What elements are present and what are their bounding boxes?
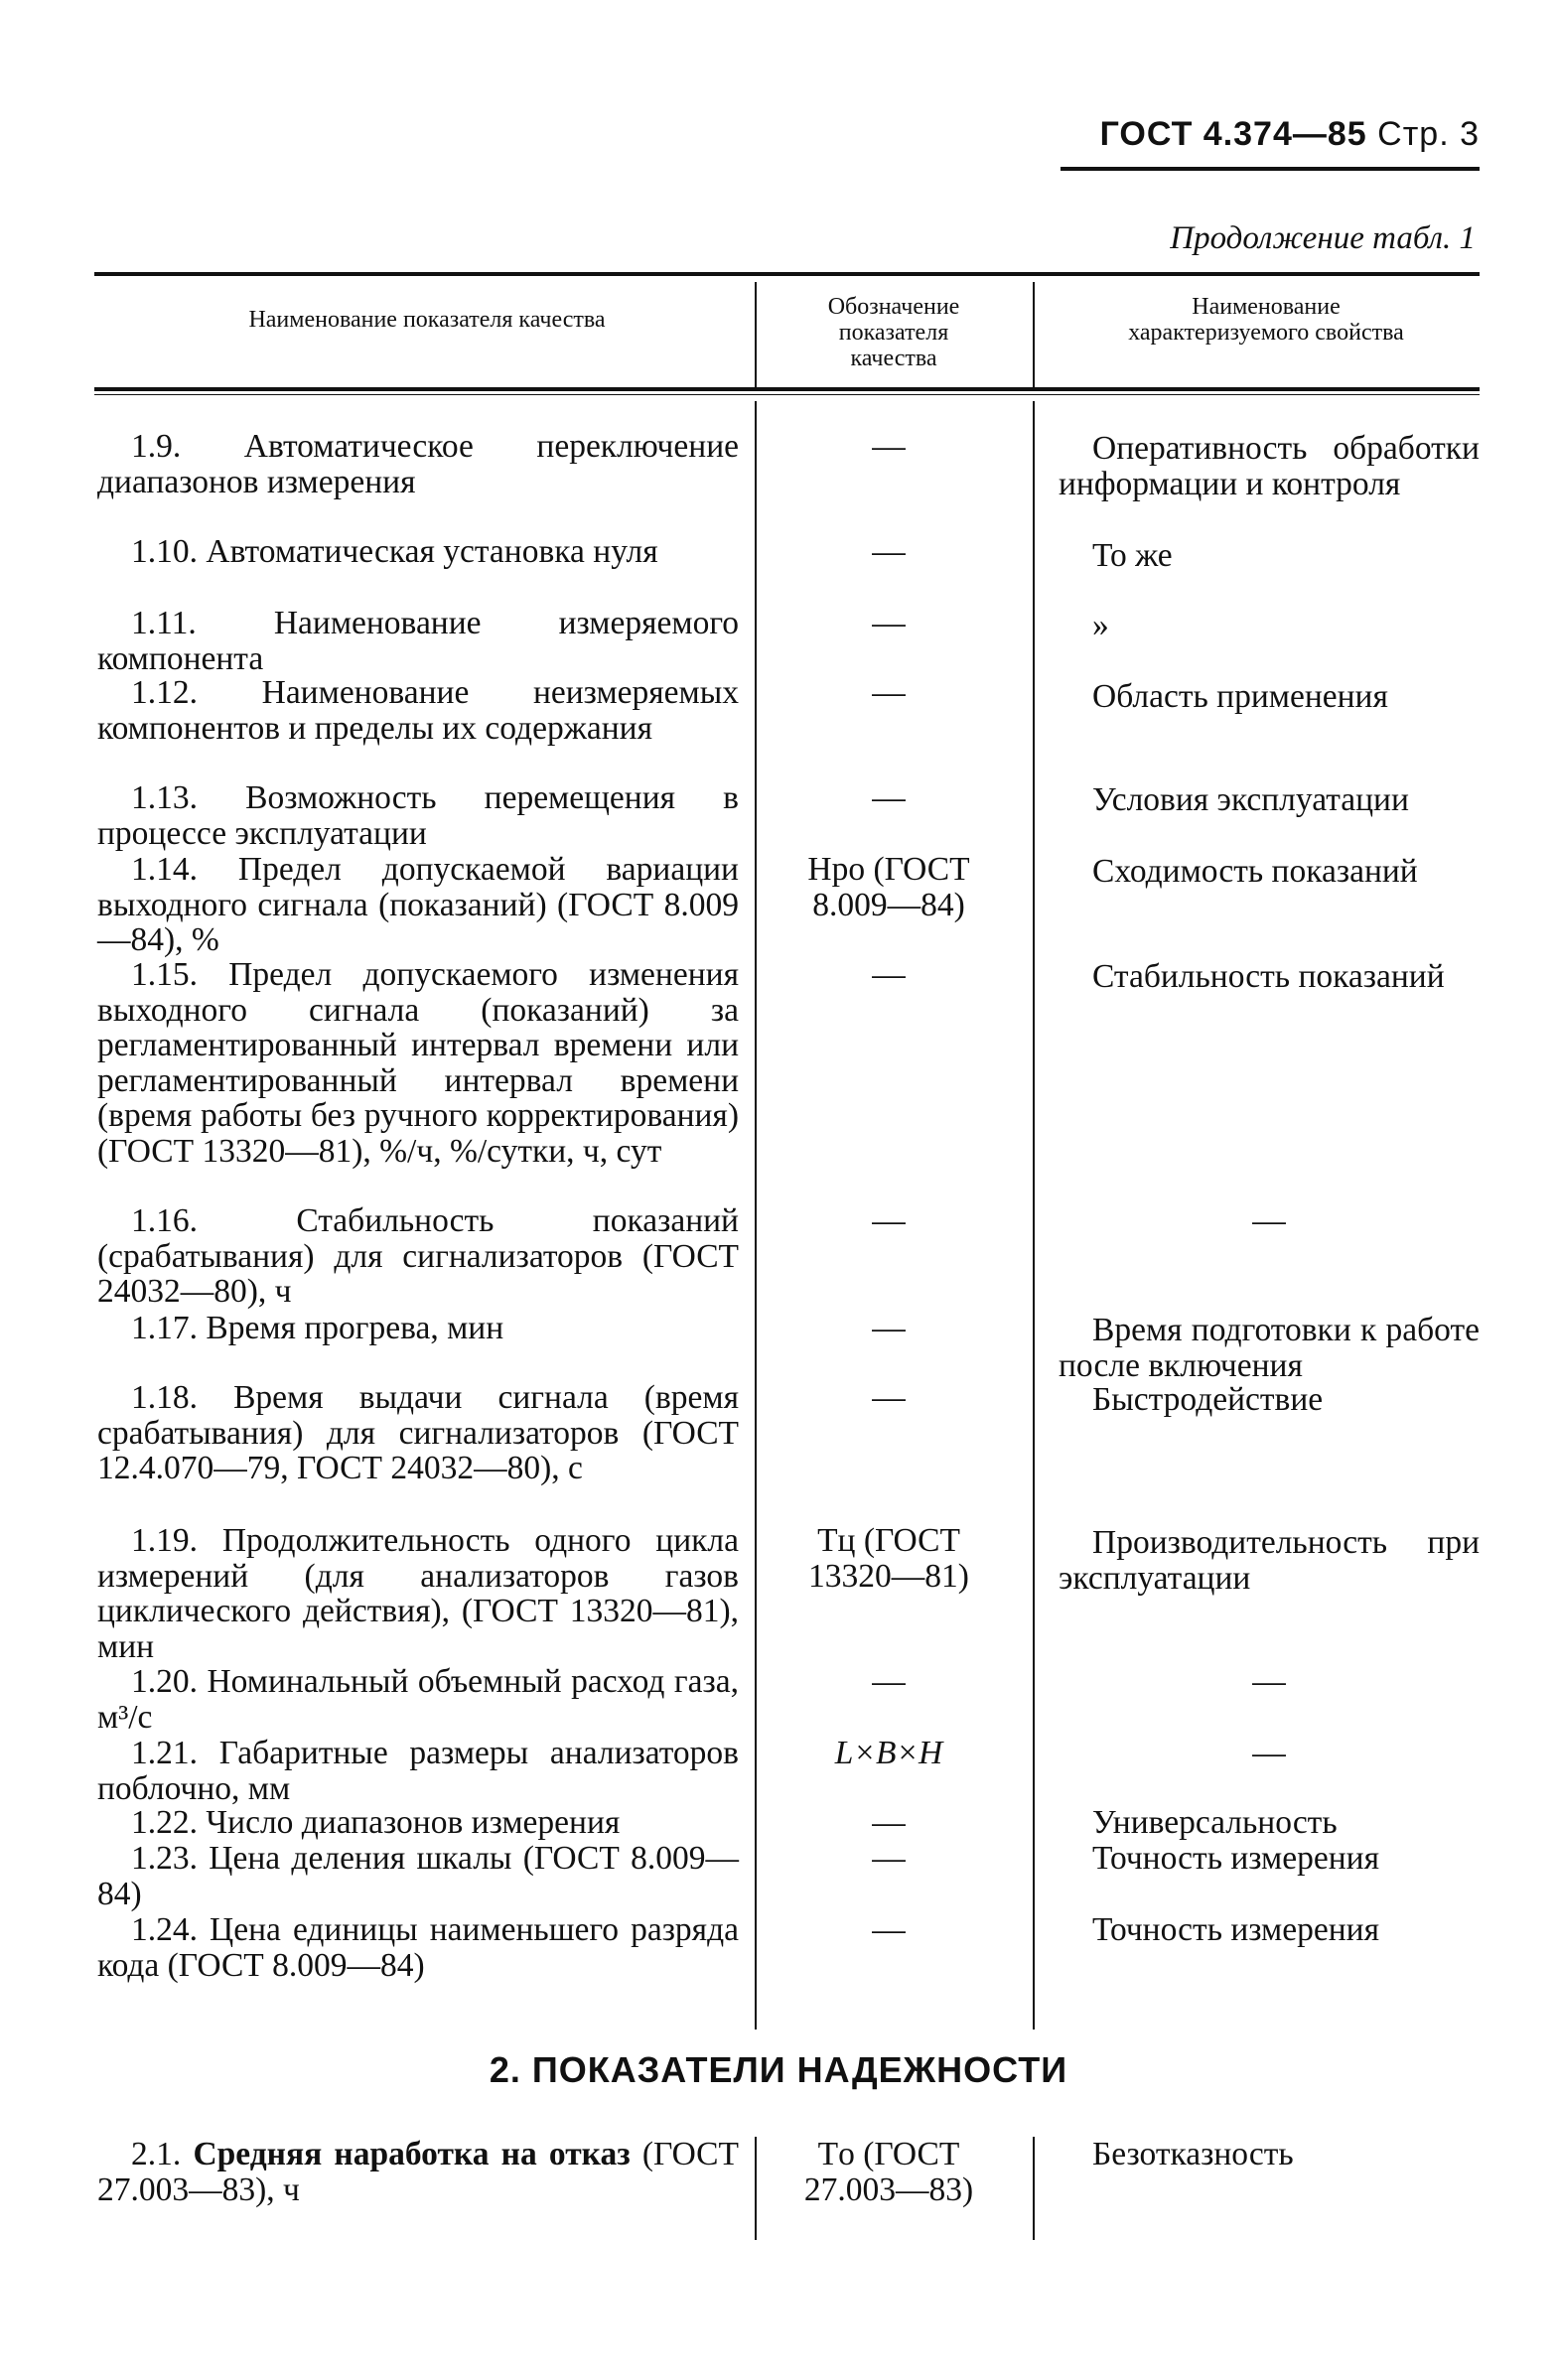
row-1-22-name: 1.22. Число диапазонов измерения bbox=[131, 1804, 621, 1841]
header-divider-2 bbox=[1033, 282, 1035, 387]
row-1-19-property: Производительность при эксплуатации bbox=[1059, 1524, 1480, 1597]
column-header-designation: Обозначение показателя качества bbox=[827, 294, 960, 371]
row-1-9-property: Оперативность обработки информации и контроля bbox=[1059, 430, 1480, 502]
row-2-1-title: Средняя наработка на отказ bbox=[193, 2136, 631, 2172]
row-2-1-designation: Tо (ГОСТ 27.003—83) bbox=[803, 2136, 974, 2208]
row-1-10-property: То же bbox=[1092, 537, 1173, 574]
row-1-12-property: Область применения bbox=[1092, 678, 1388, 715]
row-2-1-reference: (ГОСТ 27.003—83), ч bbox=[97, 2136, 739, 2208]
row-1-21-property: — bbox=[1252, 1735, 1286, 1771]
row-1-10-designation: — bbox=[872, 533, 906, 570]
row-1-12-designation: — bbox=[872, 674, 906, 711]
table-header-rule-thin bbox=[94, 394, 1480, 395]
section-2-divider-2 bbox=[1033, 2137, 1035, 2240]
row-1-9-designation: — bbox=[872, 428, 906, 465]
row-1-22-property: Универсальность bbox=[1092, 1804, 1338, 1841]
row-1-18-designation: — bbox=[872, 1379, 906, 1416]
table-divider-2 bbox=[1033, 401, 1035, 2030]
row-1-23-designation: — bbox=[872, 1840, 906, 1877]
row-1-14-property: Сходимость показаний bbox=[1092, 853, 1418, 890]
row-1-12-name: 1.12. Наименование неизмеряемых компонентов и пределы их содержания bbox=[97, 674, 739, 747]
row-2-1-property: Безотказность bbox=[1092, 2136, 1294, 2172]
row-1-15-property: Стабильность показаний bbox=[1092, 958, 1445, 995]
row-1-16-name: 1.16. Стабильность показаний (срабатывания) для сигнализаторов (ГОСТ 24032—80), ч bbox=[97, 1202, 739, 1310]
row-1-16-designation: — bbox=[872, 1202, 906, 1239]
row-1-23-property: Точность измерения bbox=[1092, 1840, 1379, 1877]
row-1-19-name: 1.19. Продолжительность одного цикла измерений (для анализаторов газов циклического действия), (ГОСТ 13320—81), мин bbox=[97, 1522, 739, 1665]
row-1-21-name: 1.21. Габаритные размеры анализаторов поблочно, мм bbox=[97, 1735, 739, 1807]
table-header-rule bbox=[94, 387, 1480, 391]
row-1-13-name: 1.13. Возможность перемещения в процессе эксплуатации bbox=[97, 779, 739, 852]
table-divider-1 bbox=[755, 401, 757, 2030]
table-continuation-label: Продолжение табл. 1 bbox=[1170, 220, 1476, 256]
row-1-11-property: » bbox=[1092, 607, 1109, 643]
header-divider-1 bbox=[755, 282, 757, 387]
row-1-17-name: 1.17. Время прогрева, мин bbox=[131, 1310, 504, 1346]
row-1-14-designation: Hро (ГОСТ 8.009—84) bbox=[807, 851, 970, 923]
table-top-rule bbox=[94, 272, 1480, 276]
column-header-name: Наименование показателя качества bbox=[248, 307, 606, 333]
row-1-24-name: 1.24. Цена единицы наименьшего разряда кода (ГОСТ 8.009—84) bbox=[97, 1911, 739, 1984]
header-doc-number: ГОСТ 4.374—85 bbox=[1099, 115, 1367, 153]
row-2-1-number: 2.1. bbox=[131, 2136, 182, 2172]
row-1-10-name: 1.10. Автоматическая установка нуля bbox=[131, 533, 658, 570]
row-1-11-designation: — bbox=[872, 605, 906, 641]
row-1-20-name: 1.20. Номинальный объемный расход газа, м³/с bbox=[97, 1663, 739, 1736]
row-1-18-name: 1.18. Время выдачи сигнала (время срабатывания) для сигнализаторов (ГОСТ 12.4.070—79, ГОСТ 24032—80), с bbox=[97, 1379, 739, 1486]
section-2-title: 2. ПОКАЗАТЕЛИ НАДЕЖНОСТИ bbox=[489, 2049, 1068, 2090]
row-1-20-property: — bbox=[1252, 1663, 1286, 1700]
row-1-22-designation: — bbox=[872, 1804, 906, 1841]
row-1-20-designation: — bbox=[872, 1663, 906, 1700]
row-1-13-property: Условия эксплуатации bbox=[1092, 781, 1409, 818]
row-1-14-name: 1.14. Предел допускаемой вариации выходного сигнала (показаний) (ГОСТ 8.009—84), % bbox=[97, 851, 739, 958]
section-2-divider-1 bbox=[755, 2137, 757, 2240]
row-1-16-property: — bbox=[1252, 1202, 1286, 1239]
row-1-17-property: Время подготовки к работе после включения bbox=[1059, 1312, 1480, 1384]
row-1-9-name: 1.9. Автоматическое переключение диапазонов измерения bbox=[97, 428, 739, 500]
row-1-15-designation: — bbox=[872, 956, 906, 993]
header-rule bbox=[1061, 167, 1480, 171]
header-page-number: Стр. 3 bbox=[1377, 115, 1480, 153]
row-1-23-name: 1.23. Цена деления шкалы (ГОСТ 8.009—84) bbox=[97, 1840, 739, 1912]
page-header bbox=[1100, 115, 1480, 154]
column-header-property: Наименование характеризуемого свойства bbox=[1128, 294, 1404, 346]
row-1-24-designation: — bbox=[872, 1911, 906, 1948]
row-2-1-name bbox=[97, 2137, 739, 2207]
row-1-18-property: Быстродействие bbox=[1092, 1381, 1324, 1418]
row-1-19-designation: Tц (ГОСТ 13320—81) bbox=[808, 1522, 969, 1595]
row-1-17-designation: — bbox=[872, 1310, 906, 1346]
row-1-15-name: 1.15. Предел допускаемого изменения выходного сигнала (показаний) за регламентированный интервал времени или регламентированный интервал времени (время работы без ручного корректирования) (ГОСТ 13320—81), %/ч, %/сутки, ч, сут bbox=[97, 956, 739, 1170]
row-1-24-property: Точность измерения bbox=[1092, 1911, 1379, 1948]
row-1-13-designation: — bbox=[872, 779, 906, 816]
row-1-21-designation: L×B×H bbox=[834, 1735, 943, 1771]
row-1-11-name: 1.11. Наименование измеряемого компонента bbox=[97, 605, 739, 677]
